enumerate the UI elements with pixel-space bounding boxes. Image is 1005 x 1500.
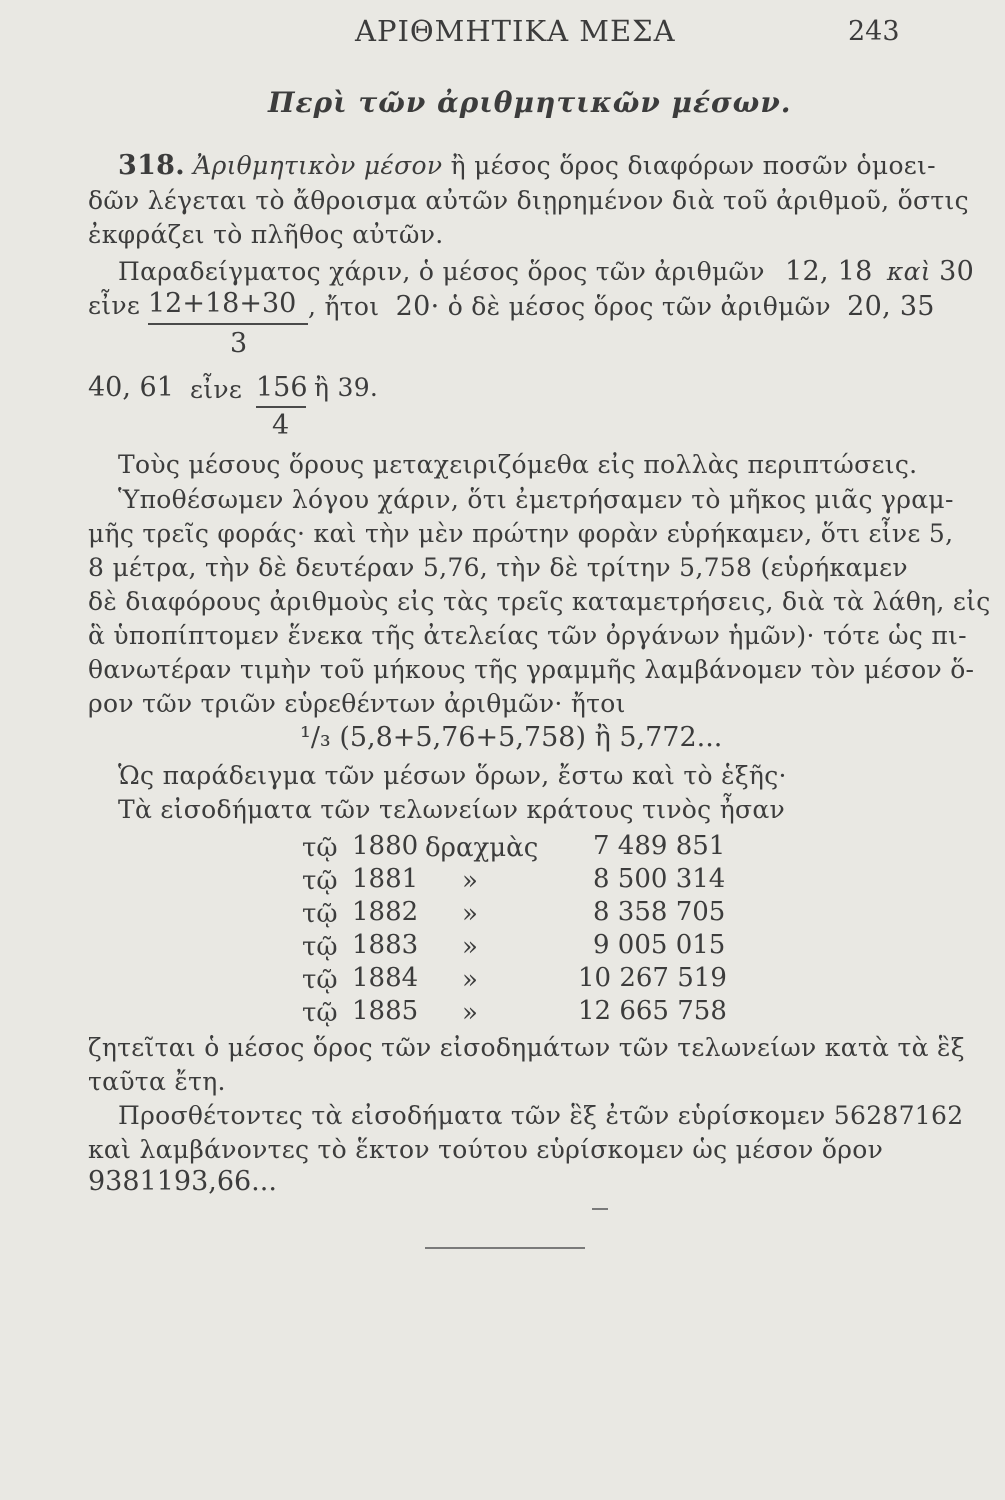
running-header-title: ΑΡΙΘΜΗΤΙΚΑ ΜΕΣΑ bbox=[355, 14, 676, 48]
example-line-3-prefix: εἶνε bbox=[190, 375, 243, 404]
row-year: 1885 bbox=[352, 996, 419, 1026]
section-heading: Περὶ τῶν ἀριθμητικῶν μέσων. bbox=[268, 86, 792, 119]
definition-term: Ἀριθμητικὸν μέσον bbox=[193, 151, 443, 180]
body-line-3: μῆς τρεῖς φοράς· καὶ τὴν μὲν πρώτην φορὰν εὑρήκαμεν, ὅτι εἶνε 5, bbox=[88, 519, 954, 548]
example-line-3-numbers: 40, 61 bbox=[88, 372, 174, 403]
example-text: Παραδείγματος χάριν, ὁ μέσος ὅρος τῶν ἀριθμῶν bbox=[118, 257, 765, 286]
paragraph-text: ἢ μέσος ὅρος διαφόρων ποσῶν ὁμοει- bbox=[450, 151, 936, 180]
row-year: 1883 bbox=[352, 930, 419, 960]
example-value: 20· bbox=[395, 291, 440, 322]
row-prefix: τῷ bbox=[302, 899, 338, 929]
row-amount: 8 500 314 bbox=[593, 864, 726, 894]
fraction-2-bar bbox=[256, 406, 306, 408]
body-line-6: ἃ ὑποπίπτομεν ἕνεκα τῆς ἀτελείας τῶν ὀργάνων ἡμῶν)· τότε ὡς πι- bbox=[88, 621, 967, 650]
row-amount: 9 005 015 bbox=[593, 930, 726, 960]
closing-rule bbox=[425, 1247, 585, 1249]
body-line-10: Τὰ εἰσοδήματα τῶν τελωνείων κράτους τινὸς ἦσαν bbox=[118, 795, 786, 824]
row-prefix: τῷ bbox=[302, 866, 338, 896]
body-line-9: Ὡς παράδειγμα τῶν μέσων ὅρων, ἔστω καὶ τὸ ἑξῆς· bbox=[118, 761, 787, 790]
row-unit: » bbox=[462, 899, 478, 929]
row-unit: δραχμὰς bbox=[425, 833, 539, 863]
body-line-2: Ὑποθέσωμεν λόγου χάριν, ὅτι ἐμετρήσαμεν τὸ μῆκος μιᾶς γραμ- bbox=[118, 485, 954, 514]
conclusion-line-1: ζητεῖται ὁ μέσος ὅρος τῶν εἰσοδημάτων τῶν τελωνείων κατὰ τὰ ἓξ bbox=[88, 1033, 965, 1062]
page-number: 243 bbox=[848, 16, 900, 47]
row-unit: » bbox=[462, 965, 478, 995]
body-line-1: Τοὺς μέσους ὅρους μεταχειριζόμεθα εἰς πολλὰς περιπτώσεις. bbox=[118, 450, 918, 479]
row-prefix: τῷ bbox=[302, 932, 338, 962]
row-unit: » bbox=[462, 932, 478, 962]
paragraph-318-line-2: δῶν λέγεται τὸ ἄθροισμα αὐτῶν διῃρημένον διὰ τοῦ ἀριθμοῦ, ὅστις bbox=[88, 186, 969, 215]
example-text-2: ὁ δὲ μέσος ὅρος τῶν ἀριθμῶν bbox=[447, 292, 831, 321]
row-unit: » bbox=[462, 866, 478, 896]
row-year: 1880 bbox=[352, 831, 419, 861]
example-last-number: 30 bbox=[939, 256, 975, 287]
body-line-8: ρον τῶν τριῶν εὑρεθέντων ἀριθμῶν· ἤτοι bbox=[88, 689, 626, 718]
example-numbers: 12, 18 bbox=[784, 256, 873, 287]
row-amount: 7 489 851 bbox=[593, 831, 726, 861]
conclusion-line-4: καὶ λαμβάνοντες τὸ ἕκτον τούτου εὑρίσκομεν ὡς μέσον ὅρον bbox=[88, 1135, 884, 1164]
fraction-1-numerator: 12+18+30 bbox=[148, 288, 297, 319]
row-year: 1882 bbox=[352, 897, 419, 927]
row-prefix: τῷ bbox=[302, 998, 338, 1028]
row-year: 1881 bbox=[352, 864, 419, 894]
conclusion-line-2: ταῦτα ἔτη. bbox=[88, 1067, 226, 1096]
body-line-5: δὲ διαφόρους ἀριθμοὺς εἰς τὰς τρεῖς καταμετρήσεις, διὰ τὰ λάθη, εἰς bbox=[88, 587, 991, 616]
row-prefix: τῷ bbox=[302, 833, 338, 863]
fraction-1-denominator: 3 bbox=[230, 328, 248, 359]
conclusion-line-3: Προσθέτοντες τὰ εἰσοδήματα τῶν ἓξ ἐτῶν εὑρίσκομεν 56287162 bbox=[118, 1101, 964, 1130]
example-numbers-2: 20, 35 bbox=[847, 291, 935, 322]
example-line-1 bbox=[118, 256, 974, 287]
row-unit: » bbox=[462, 998, 478, 1028]
body-line-4: 8 μέτρα, τὴν δὲ δευτέραν 5,76, τὴν δὲ τρίτην 5,758 (εὑρήκαμεν bbox=[88, 553, 908, 582]
example-and: καὶ bbox=[886, 257, 931, 286]
example-line-2-rest bbox=[308, 291, 935, 322]
example-line-3-rest: ἢ 39. bbox=[314, 373, 379, 402]
fraction-2-numerator: 156 bbox=[256, 372, 308, 403]
fraction-2-denominator: 4 bbox=[272, 410, 290, 441]
example-mid: , ἤτοι bbox=[308, 292, 380, 321]
body-line-7: θανωτέραν τιμὴν τοῦ μήκους τῆς γραμμῆς λαμβάνομεν τὸν μέσον ὅ- bbox=[88, 655, 975, 684]
paragraph-number: 318. bbox=[118, 150, 185, 181]
row-amount: 10 267 519 bbox=[578, 963, 727, 993]
paragraph-318-line-1 bbox=[118, 150, 936, 181]
paragraph-318-line-3: ἐκφράζει τὸ πλῆθος αὐτῶν. bbox=[88, 220, 444, 249]
row-amount: 12 665 758 bbox=[578, 996, 727, 1026]
row-prefix: τῷ bbox=[302, 965, 338, 995]
row-amount: 8 358 705 bbox=[593, 897, 726, 927]
row-year: 1884 bbox=[352, 963, 419, 993]
dash-rule bbox=[592, 1208, 608, 1210]
mean-formula: ¹/₃ (5,8+5,76+5,758) ἢ 5,772... bbox=[300, 722, 723, 753]
conclusion-line-5: 9381193,66... bbox=[88, 1166, 277, 1197]
fraction-1-bar bbox=[148, 323, 308, 325]
example-line-2-prefix: εἶνε bbox=[88, 291, 141, 320]
